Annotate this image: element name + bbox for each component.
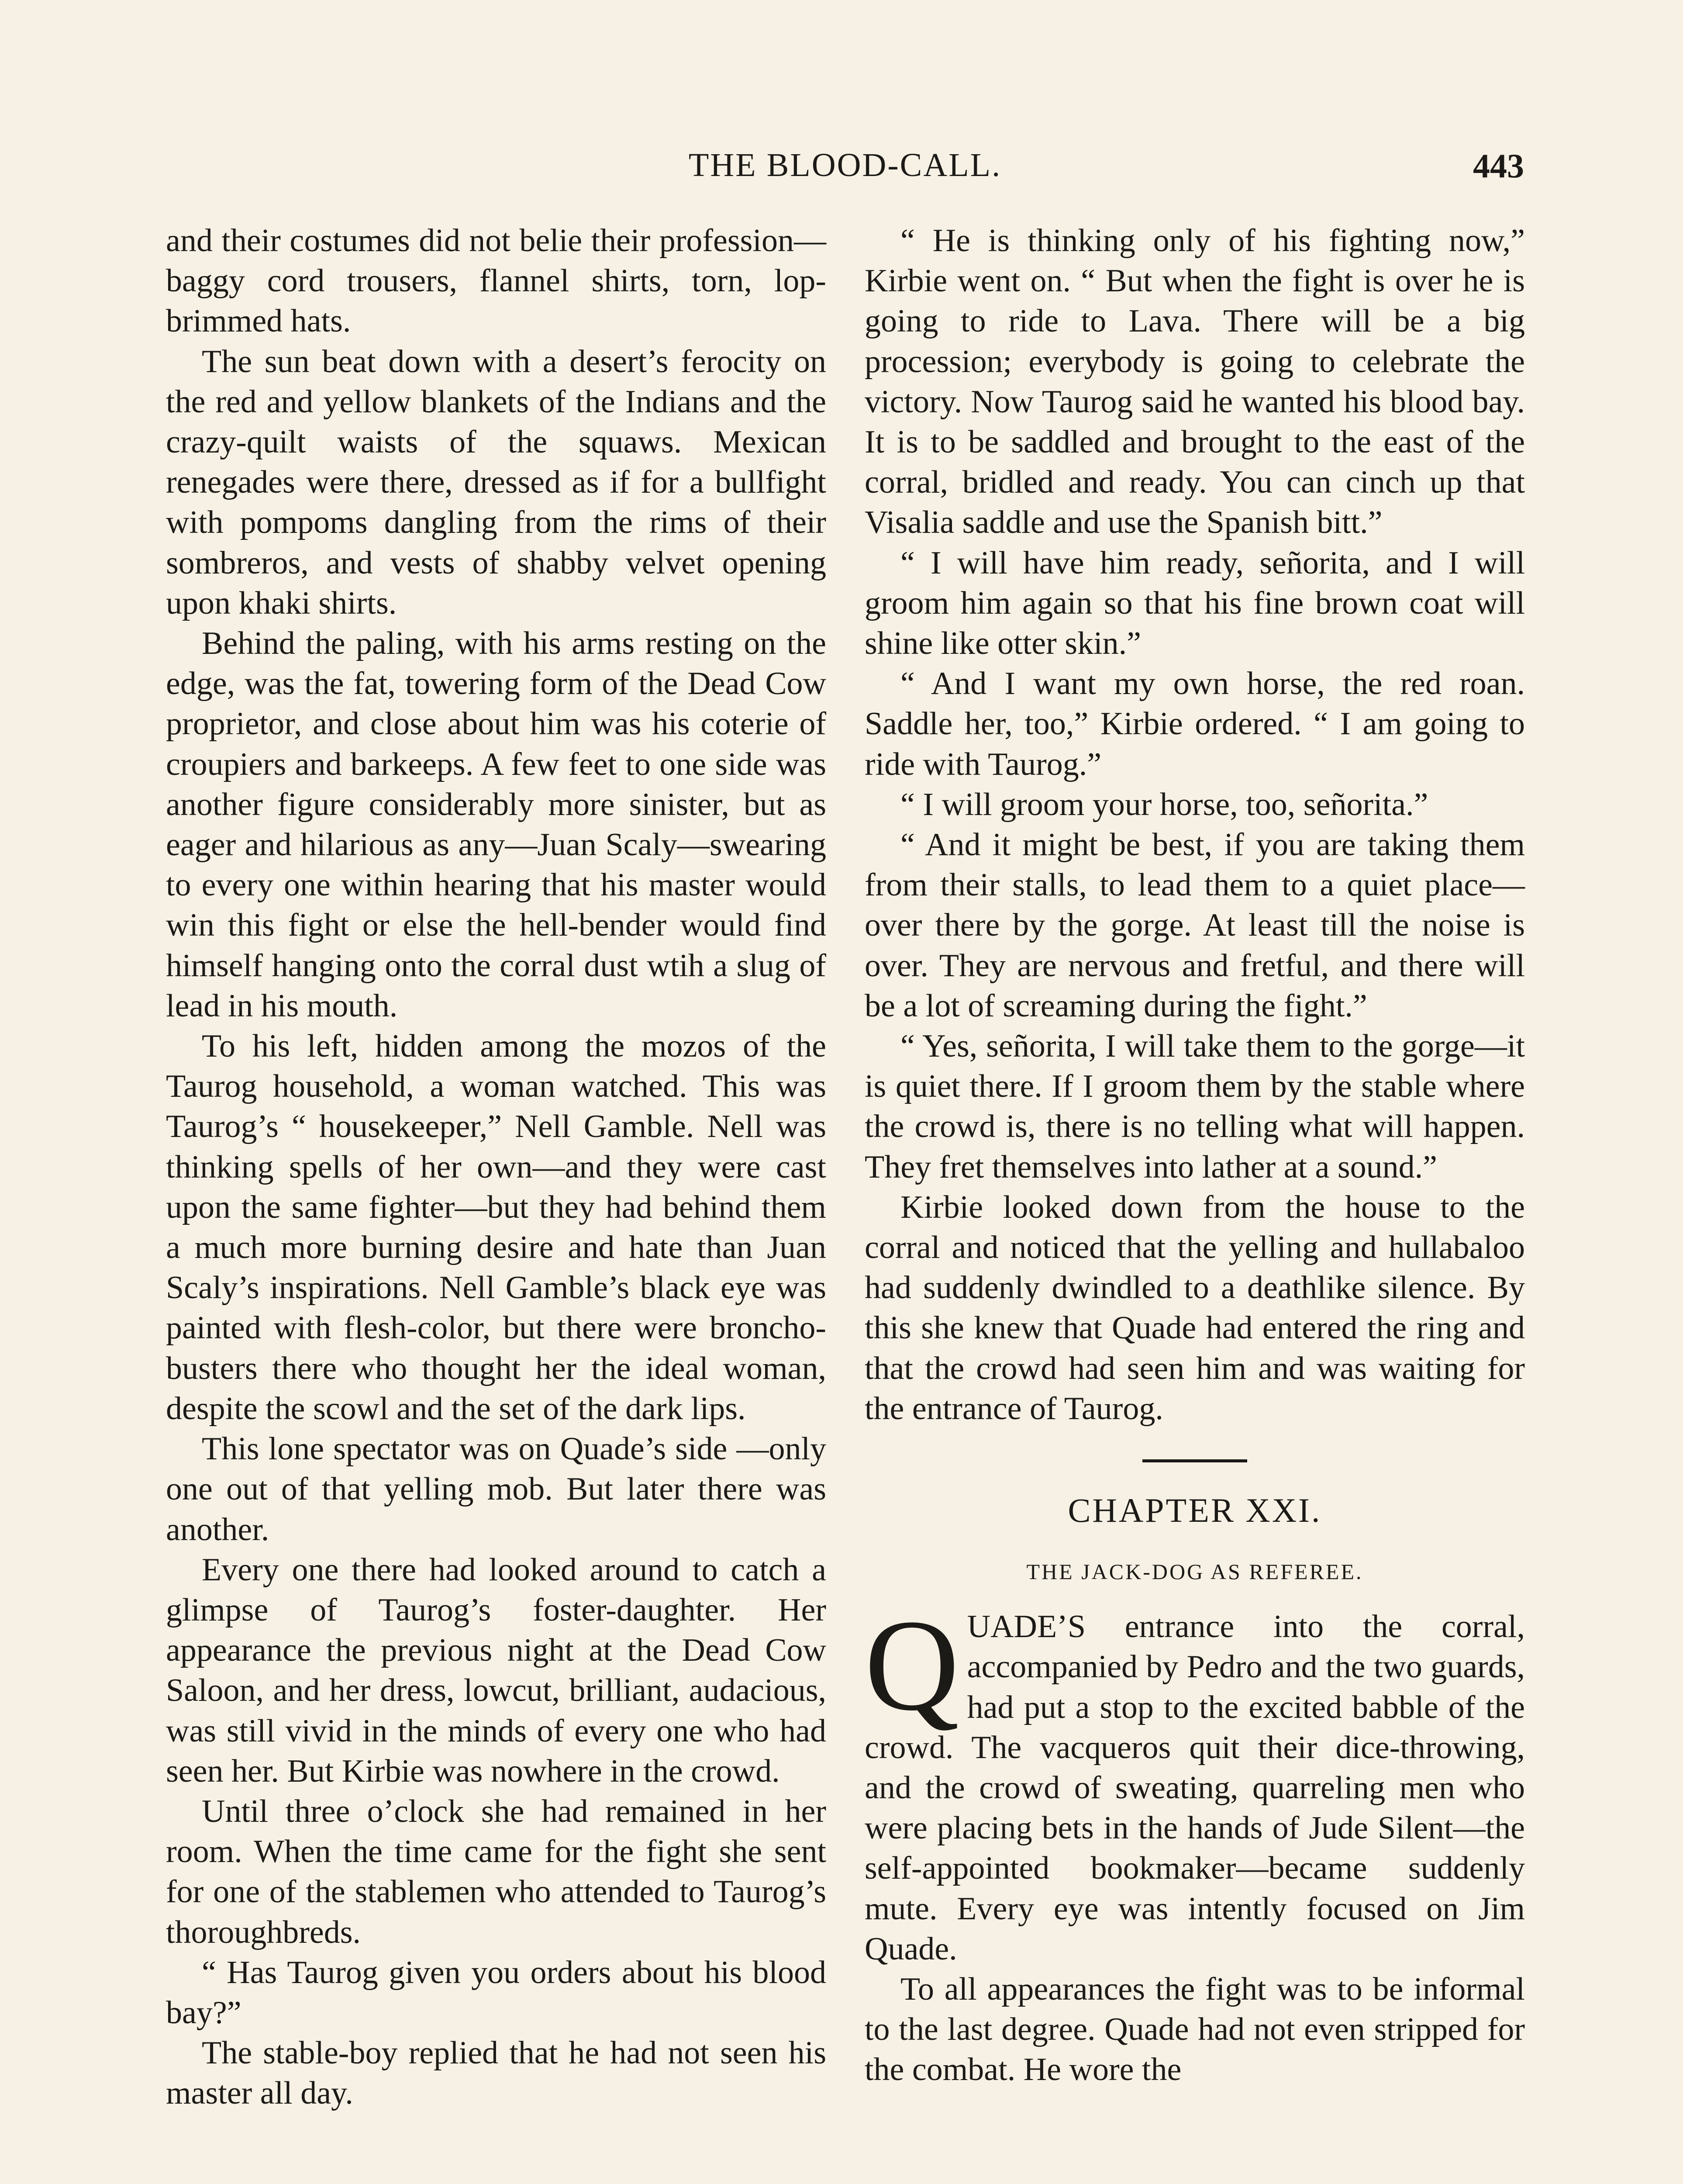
- chapter-subtitle: THE JACK-DOG AS REFEREE.: [1026, 1559, 1363, 1584]
- right-column: [865, 221, 1525, 2090]
- paragraph: The sun beat down with a desert’s ferocity on the red and yellow blankets of the Indians and the crazy-quilt waists of the squaws. Mexican renegades were there, dressed as if for a bullfight with pompoms dangling from the rims of their sombreros, and vests of shabby velvet opening upon khaki shirts.: [166, 343, 826, 621]
- paragraph: “ I will have him ready, señorita, and I will groom him again so that his fine brown coat will shine like otter skin.”: [865, 545, 1525, 662]
- paragraph: “ And it might be best, if you are taking them from their stalls, to lead them to a quiet place—over there by the gorge. At least till the noise is over. They are nervous and fretful, and there will be a lot of screaming during the fight.”: [865, 827, 1525, 1024]
- paragraph: The stable-boy replied that he had not seen his master all day.: [166, 2035, 826, 2111]
- paragraph: “ And I want my own horse, the red roan. Saddle her, too,” Kirbie ordered. “ I am going to ride with Taurog.”: [865, 666, 1525, 782]
- paragraph: To all appearances the fight was to be informal to the last degree. Quade had not even stripped for the combat. He wore the: [865, 1971, 1525, 2088]
- paragraph: Kirbie looked down from the house to the corral and noticed that the yelling and hullabaloo had suddenly dwindled to a deathlike silence. By this she knew that Quade had entered the ring and that the crowd had seen him and was waiting for the entrance of Taurog.: [865, 1189, 1525, 1427]
- chapter-opening-paragraph: [865, 1593, 1525, 1969]
- chapter-title: CHAPTER XXI.: [1068, 1491, 1322, 1530]
- paragraph: “ Has Taurog given you orders about his blood bay?”: [166, 1954, 826, 2031]
- paragraph: To his left, hidden among the mozos of the Taurog household, a woman watched. This was Taurog’s “ housekeeper,” Nell Gamble. Nell was thinking spells of her own—and they were cast upon the same fighter—but they had behind them a much more burning desire and hate than Juan Scaly’s inspirations. Nell Gamble’s black eye was painted with flesh-color, but there were broncho-busters there who thought her the ideal woman, despite the scowl and the set of the dark lips.: [166, 1028, 826, 1427]
- paragraph: and their costumes did not belie their profession—baggy cord trousers, flannel shirts, torn, lop-brimmed hats.: [166, 223, 826, 339]
- paragraph: “ He is thinking only of his fighting now,” Kirbie went on. “ But when the fight is over he is going to ride to Lava. There will be a big procession; everybody is going to celebrate the victory. Now Taurog said he wanted his blood bay. It is to be saddled and brought to the east of the corral, bridled and ready. You can cinch up that Visalia saddle and use the Spanish bitt.”: [865, 223, 1525, 541]
- running-title: THE BLOOD-CALL.: [688, 147, 1002, 183]
- paragraph: This lone spectator was on Quade’s side —only one out of that yelling mob. But later there was another.: [166, 1431, 826, 1548]
- paragraph: Every one there had looked around to catch a glimpse of Taurog’s foster-daughter. Her appearance the previous night at the Dead Cow Saloon, and her dress, lowcut, brilliant, audacious, was still vivid in the minds of every one who had seen her. But Kirbie was nowhere in the crowd.: [166, 1552, 826, 1789]
- paragraph: Until three o’clock she had remained in her room. When the time came for the fight she sent for one of the stablemen who attended to Taurog’s thoroughbreds.: [166, 1793, 826, 1950]
- page-number: 443: [1473, 147, 1524, 185]
- opening-text: UADE’S entrance into the corral, accompanied by Pedro and the two guards, had put a stop to the excited babble of the crowd. The vacqueros quit their dice-throwing, and the crowd of sweating, quarreling men who were placing bets in the hands of Jude Silent—the self-appointed bookmaker—became suddenly mute. Every eye was intently focused on Jim Quade.: [865, 1609, 1525, 1967]
- running-head: [166, 146, 1524, 194]
- drop-cap: Q: [865, 1593, 959, 1738]
- paragraph: “ I will groom your horse, too, señorita.”: [900, 786, 1428, 822]
- paragraph: “ Yes, señorita, I will take them to the gorge—it is quiet there. If I groom them by the stable where the crowd is, there is no telling what will happen. They fret themselves into lather at a sound.”: [865, 1028, 1525, 1185]
- paragraph: Behind the paling, with his arms resting on the edge, was the fat, towering form of the Dead Cow proprietor, and close about him was his coterie of croupiers and barkeeps. A few feet to one side was another figure considerably more sinister, but as eager and hilarious as any—Juan Scaly—swearing to every one within hearing that his master would win this fight or else the hell-bender would find himself hanging onto the corral dust wtih a slug of lead in his mouth.: [166, 625, 826, 1024]
- section-divider: [1142, 1459, 1247, 1462]
- left-column: [166, 221, 826, 2114]
